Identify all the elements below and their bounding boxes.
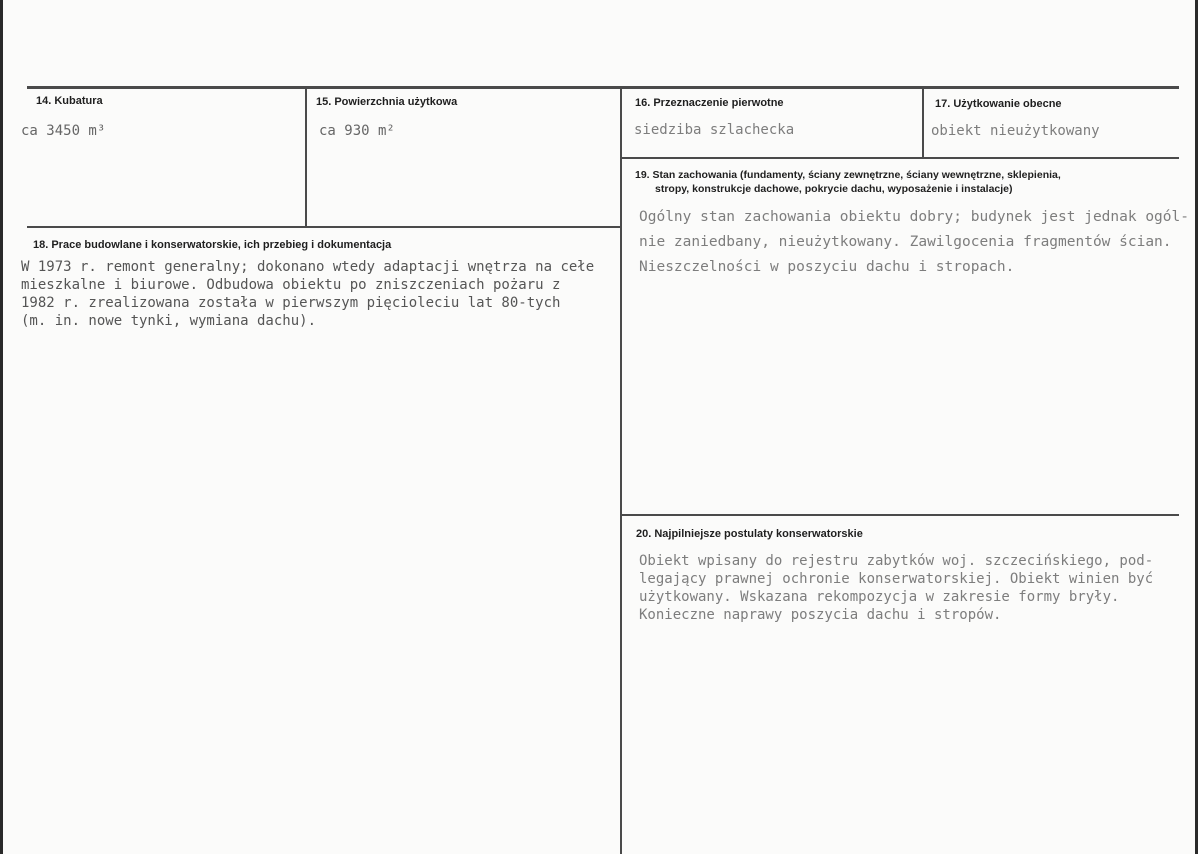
field-15-value: ca 930 m² bbox=[319, 123, 395, 139]
field-20-line: legający prawnej ochronie konserwatorskiej. Obiekt winien być bbox=[639, 571, 1154, 587]
field-17-label: 17. Użytkowanie obecne bbox=[935, 98, 1062, 110]
divider-14-15 bbox=[305, 88, 307, 228]
field-14-label: 14. Kubatura bbox=[36, 95, 103, 107]
field-19-line: Ogólny stan zachowania obiektu dobry; budynek jest jednak ogól- bbox=[639, 209, 1189, 225]
top-rule bbox=[27, 86, 1179, 89]
field-18-line: mieszkalne i biurowe. Odbudowa obiektu po zniszczeniach pożaru z bbox=[21, 277, 561, 293]
field-17-value: obiekt nieużytkowany bbox=[931, 123, 1100, 139]
rule-above-19 bbox=[621, 157, 1179, 159]
field-19-line: Nieszczelności w poszyciu dachu i stropach. bbox=[639, 259, 1015, 275]
field-20-label: 20. Najpilniejsze postulaty konserwatorskie bbox=[636, 528, 863, 540]
field-18-label: 18. Prace budowlane i konserwatorskie, ich przebieg i dokumentacja bbox=[33, 239, 392, 251]
field-19-label-line2: stropy, konstrukcje dachowe, pokrycie dachu, wyposażenie i instalacje) bbox=[655, 183, 1013, 195]
field-19-label-line1: 19. Stan zachowania (fundamenty, ściany zewnętrzne, ściany wewnętrzne, sklepienia, bbox=[635, 169, 1061, 181]
field-20-line: Obiekt wpisany do rejestru zabytków woj. szczecińskiego, pod- bbox=[639, 553, 1154, 569]
field-14-value: ca 3450 m³ bbox=[21, 123, 106, 139]
field-19-line: nie zaniedbany, nieużytkowany. Zawilgocenia fragmentów ścian. bbox=[639, 234, 1172, 250]
field-18-line: (m. in. nowe tynki, wymiana dachu). bbox=[21, 313, 317, 329]
field-15-label: 15. Powierzchnia użytkowa bbox=[316, 96, 458, 108]
field-16-label: 16. Przeznaczenie pierwotne bbox=[635, 97, 784, 109]
field-20-line: użytkowany. Wskazana rekompozycja w zakresie formy bryły. bbox=[639, 589, 1120, 605]
field-18-line: W 1973 r. remont generalny; dokonano wtedy adaptacji wnętrza na cełe bbox=[21, 259, 595, 275]
rule-above-20 bbox=[621, 514, 1179, 516]
divider-left-right bbox=[620, 88, 622, 854]
divider-16-17 bbox=[922, 88, 924, 158]
field-16-value: siedziba szlachecka bbox=[634, 122, 795, 138]
field-20-line: Konieczne naprawy poszycia dachu i stropów. bbox=[639, 607, 1002, 623]
field-18-line: 1982 r. zrealizowana została w pierwszym pięcioleciu lat 80-tych bbox=[21, 295, 561, 311]
rule-above-18 bbox=[27, 226, 621, 228]
